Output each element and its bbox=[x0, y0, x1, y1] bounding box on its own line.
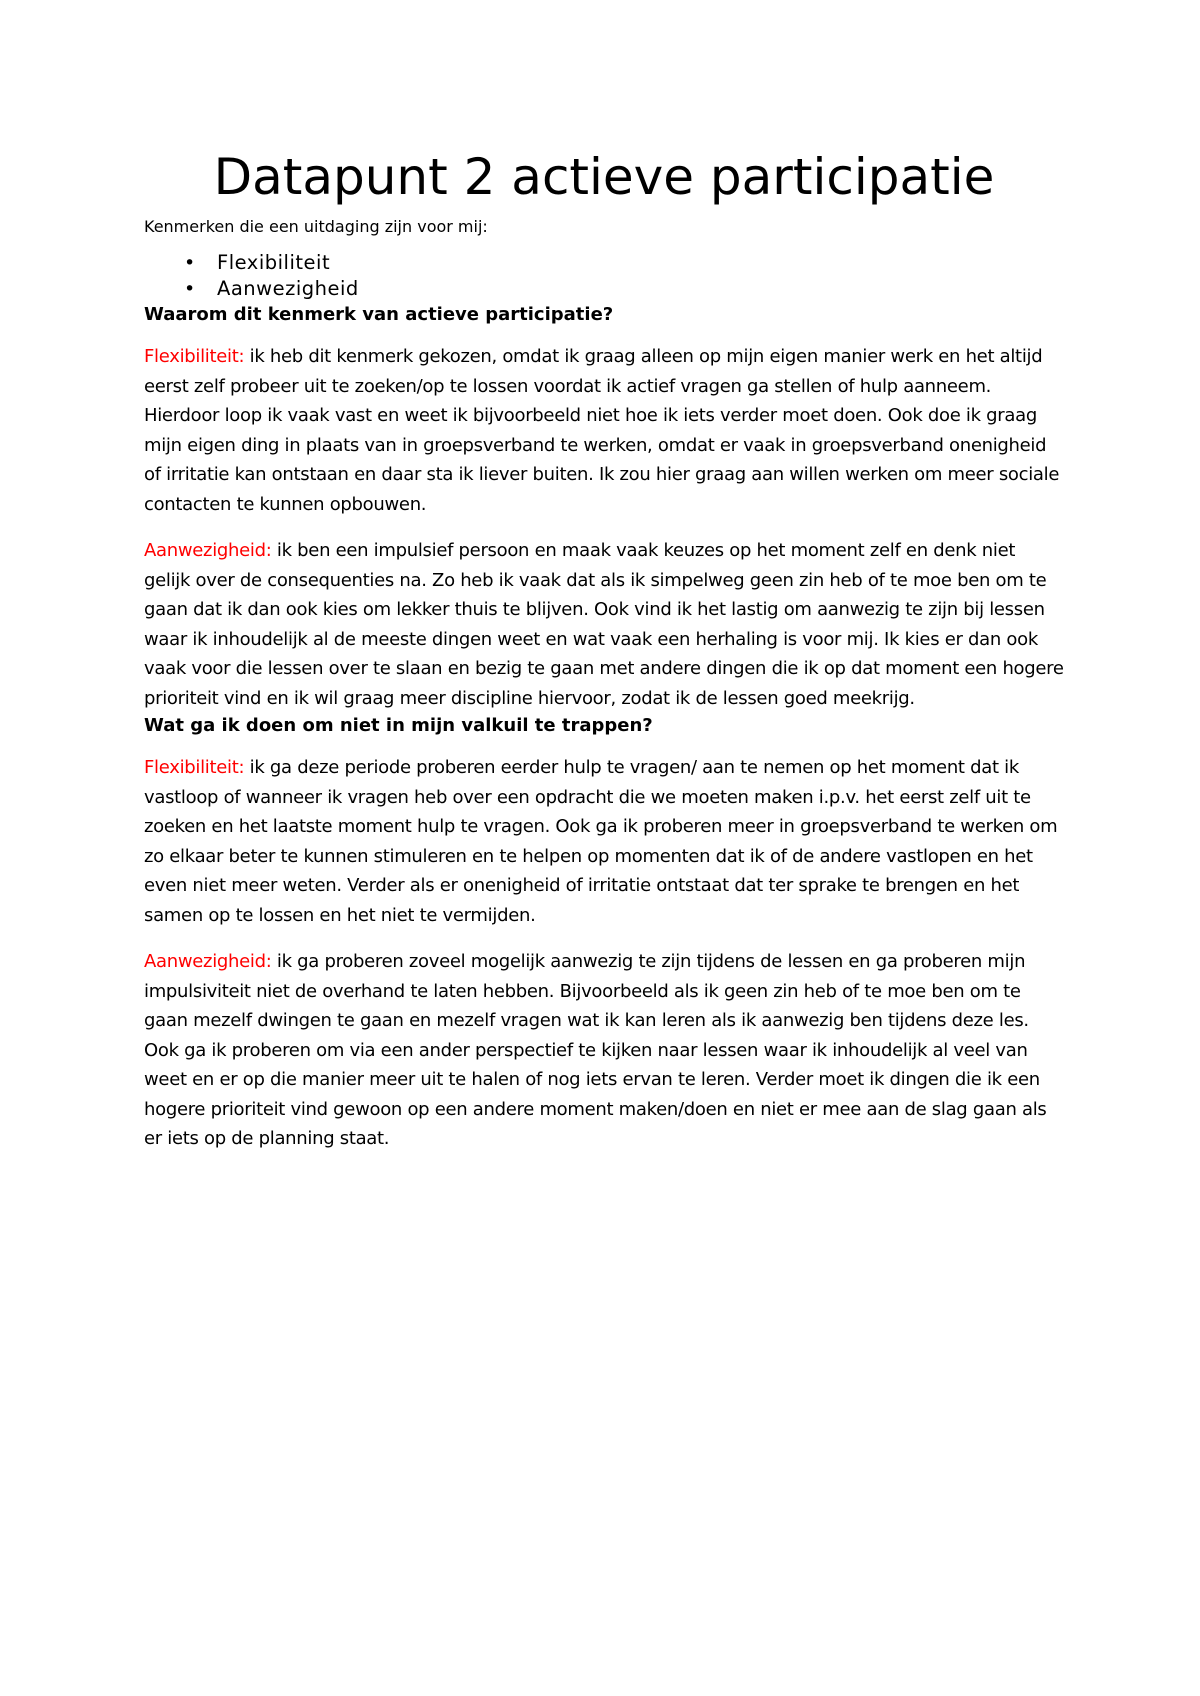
list-item bbox=[184, 250, 1064, 276]
intro-text: Kenmerken die een uitdaging zijn voor mij: bbox=[144, 217, 488, 236]
list-item bbox=[184, 276, 1064, 302]
paragraph-text: ik ga proberen zoveel mogelijk aanwezig te zijn tijdens de lessen en ga proberen mijn impulsiviteit niet de overhand te laten hebben. Bijvoorbeeld als ik geen zin heb of te moe ben om te gaan mezelf dwingen te gaan en mezelf vragen wat ik kan leren als ik aanwezig ben tijdens deze les. Ook ga ik proberen om via een ander perspectief te kijken naar lessen waar ik inhoudelijk al veel van weet en er op die manier meer uit te halen of nog iets ervan te leren. Verder moet ik dingen die ik een hogere prioriteit vind gewoon op een andere moment maken/doen en niet er mee aan de slag gaan als er iets op de planning staat. bbox=[144, 951, 1047, 1149]
section-heading-plan: Wat ga ik doen om niet in mijn valkuil te trappen? bbox=[144, 715, 653, 736]
paragraph-plan-aanwezigheid bbox=[144, 947, 1064, 1154]
bullet-icon: • bbox=[184, 252, 196, 274]
paragraph-plan-flexibiliteit bbox=[144, 753, 1064, 930]
trait-label: Flexibiliteit bbox=[217, 251, 331, 274]
paragraph-label: Aanwezigheid: bbox=[144, 540, 272, 561]
paragraph-label: Aanwezigheid: bbox=[144, 951, 272, 972]
paragraph-label: Flexibiliteit: bbox=[144, 757, 245, 778]
section-heading-why: Waarom dit kenmerk van actieve participatie? bbox=[144, 304, 614, 325]
paragraph-text: ik ben een impulsief persoon en maak vaak keuzes op het moment zelf en denk niet gelijk over de consequenties na. Zo heb ik vaak dat als ik simpelweg geen zin heb of te moe ben om te gaan dat ik dan ook kies om lekker thuis te blijven. Ook vind ik het lastig om aanwezig te zijn bij lessen waar ik inhoudelijk al de meeste dingen weet en wat vaak een herhaling is voor mij. Ik kies er dan ook vaak voor die lessen over te slaan en bezig te gaan met andere dingen die ik op dat moment een hogere prioriteit vind en ik wil graag meer discipline hiervoor, zodat ik de lessen goed meekrijg. bbox=[144, 540, 1064, 709]
paragraph-why-flexibiliteit bbox=[144, 342, 1064, 519]
paragraph-text: ik ga deze periode proberen eerder hulp te vragen/ aan te nemen op het moment dat ik vastloop of wanneer ik vragen heb over een opdracht die we moeten maken i.p.v. het eerst zelf uit te zoeken en het laatste moment hulp te vragen. Ook ga ik proberen meer in groepsverband te werken om zo elkaar beter te kunnen stimuleren en te helpen op momenten dat ik of de andere vastlopen en het even niet meer weten. Verder als er onenigheid of irritatie ontstaat dat ter sprake te brengen en het samen op te lossen en het niet te vermijden. bbox=[144, 757, 1058, 926]
paragraph-label: Flexibiliteit: bbox=[144, 346, 245, 367]
bullet-icon: • bbox=[184, 278, 196, 300]
traits-list bbox=[144, 250, 1064, 302]
paragraph-why-aanwezigheid bbox=[144, 536, 1064, 713]
document-body bbox=[144, 148, 1064, 1154]
trait-label: Aanwezigheid bbox=[217, 277, 359, 300]
page-title: Datapunt 2 actieve participatie bbox=[213, 148, 995, 206]
paragraph-text: ik heb dit kenmerk gekozen, omdat ik graag alleen op mijn eigen manier werk en het altijd eerst zelf probeer uit te zoeken/op te lossen voordat ik actief vragen ga stellen of hulp aanneem. Hierdoor loop ik vaak vast en weet ik bijvoorbeeld niet hoe ik iets verder moet doen. Ook doe ik graag mijn eigen ding in plaats van in groepsverband te werken, omdat er vaak in groepsverband onenigheid of irritatie kan ontstaan en daar sta ik liever buiten. Ik zou hier graag aan willen werken om meer sociale contacten te kunnen opbouwen. bbox=[144, 346, 1060, 515]
